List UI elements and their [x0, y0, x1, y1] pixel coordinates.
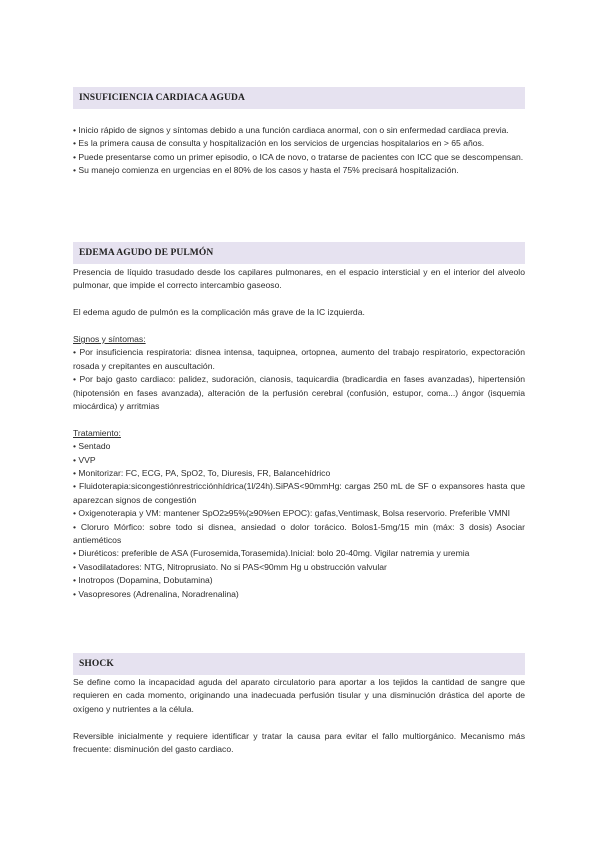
section-ica [73, 87, 525, 109]
treatment-item: • Oxigenoterapia y VM: mantener SpO2≥95%(≥90%en EPOC): gafas,Ventimask, Bolsa reservorio. Preferible VMNI [73, 508, 511, 519]
section-eap-body [73, 266, 525, 601]
section-ica-body [73, 124, 525, 178]
ica-bullet: • Inicio rápido de signos y síntomas debido a una función cardiaca anormal, con o sin enfermedad cardiaca previa. [73, 125, 509, 135]
eap-note: El edema agudo de pulmón es la complicación más grave de la IC izquierda. [73, 307, 365, 318]
treatment-item: • Vasodilatadores: NTG, Nitroprusiato. No si PAS<90mm Hg u obstrucción valvular [73, 561, 387, 572]
signs-item: • Por insuficiencia respiratoria: disnea intensa, taquipnea, ortopnea, aumento del trabajo respiratorio, expectoración rosada y crepitantes en auscultación. [73, 347, 525, 371]
treatment-item: • VVP [73, 454, 96, 465]
treatment-item: • Cloruro Mórfico: sobre todo si disnea, ansiedad o dolor torácico. Bolos1-5mg/15 min (máx: 3 dosis) Asociar antieméticos [73, 521, 525, 546]
ica-bullet: • Es la primera causa de consulta y hospitalización en los servicios de urgencias hospitalarios en > 65 años. [73, 138, 485, 149]
eap-intro: Presencia de líquido trasudado desde los capilares pulmonares, en el espacio intersticial y en el interior del alveolo pulmonar, que impide el correcto intercambio gaseoso. [73, 267, 525, 291]
shock-definition: Se define como la incapacidad aguda del aparato circulatorio para aportar a los tejidos la cantidad de sangre que requieren en cada momento, originando una inadecuada perfusión tisular y una disminución drástica del aporte de oxígeno y nutrientes a la célula. [73, 677, 525, 714]
section-eap [73, 242, 525, 264]
treatment-item: • Fluidoterapia:sicongestiónrestricciónhídrica(1l/24h).SiPAS<90mmHg: cargas 250 mL de SF o expansores hasta que aparezcan signos de congestión [73, 481, 525, 505]
ica-bullet: • Su manejo comienza en urgencias en el 80% de los casos y hasta el 75% precisará hospitalización. [73, 165, 459, 176]
treatment-item: • Diuréticos: preferible de ASA (Furosemida,Torasemida).Inicial: bolo 20-40mg. Vigilar natremia y uremia [73, 548, 470, 559]
treatment-item: • Monitorizar: FC, ECG, PA, SpO2, To, Diuresis, FR, Balancehídrico [73, 468, 331, 479]
section-heading-ica: INSUFICIENCIA CARDIACA AGUDA [73, 87, 525, 109]
ica-bullet: • Puede presentarse como un primer episodio, o ICA de novo, o tratarse de pacientes con ICC que se descompensan. [73, 151, 524, 162]
signs-title: Signos y síntomas: [73, 334, 146, 344]
treatment-item: • Inotropos (Dopamina, Dobutamina) [73, 575, 213, 586]
section-heading-eap: EDEMA AGUDO DE PULMÓN [73, 242, 525, 264]
section-heading-shock: SHOCK [73, 653, 525, 675]
treatment-item: • Vasopresores (Adrenalina, Noradrenalina) [73, 588, 239, 599]
treatment-item: • Sentado [73, 441, 111, 452]
signs-item: • Por bajo gasto cardiaco: palidez, sudoración, cianosis, taquicardia (bradicardia en fases avanzadas), hipertensión (hipotensión en fases avanzada), alteración de la perfusión cerebral (confusión, estupor, coma...) ángor (isquemia miocárdica) y arritmias [73, 374, 525, 412]
treatment-title: Tratamiento: [73, 427, 121, 438]
shock-note: Reversible inicialmente y requiere identificar y tratar la causa para evitar el fallo multiorgánico. Mecanismo más frecuente: disminución del gasto cardiaco. [73, 730, 525, 755]
section-shock [73, 653, 525, 675]
section-shock-body [73, 676, 525, 756]
